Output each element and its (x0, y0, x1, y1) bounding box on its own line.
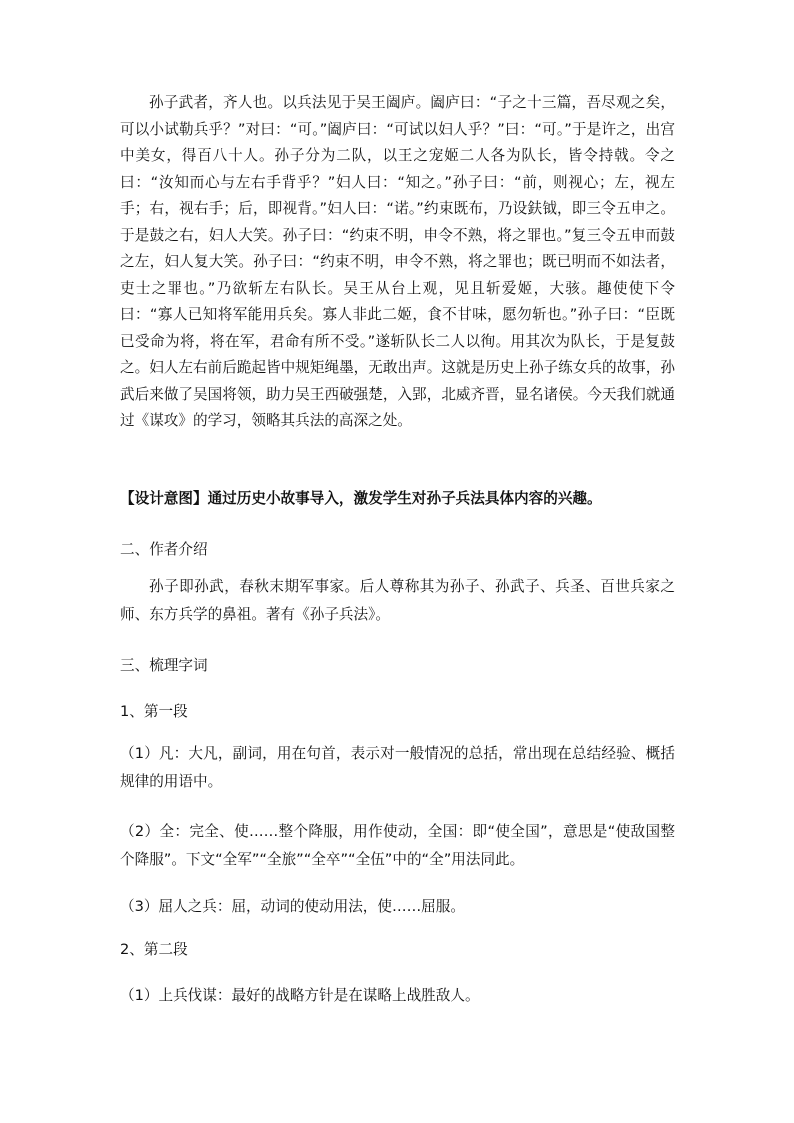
intro-paragraph: 孙子武者，齐人也。以兵法见于吴王阖庐。阖庐曰：“子之十三篇，吾尽观之矣，可以小试勒兵乎？”对曰：“可。”阖庐曰：“可试以妇人乎？”曰：“可。”于是许之，出宫中美女，得百八十人。孙子分为二队，以王之宠姬二人各为队长，皆令持戟。令之曰：“汝知而心与左右手背乎？”妇人曰：“知之。”孙子曰：“前，则视心；左，视左手；右，视右手；后，即视背。”妇人曰：“诺。”约束既布，乃设鈇钺，即三令五申之。于是鼓之右，妇人大笑。孙子曰：“约束不明，申令不熟，将之罪也。”复三令五申而鼓之左，妇人复大笑。孙子曰：“约束不明，申令不熟，将之罪也；既已明而不如法者，吏士之罪也。”乃欲斩左右队长。吴王从台上观，见且斩爱姬，大骇。趣使使下令曰：“寡人已知将军能用兵矣。寡人非此二姬，食不甘味，愿勿斩也。”孙子曰：“臣既已受命为将，将在军，君命有所不受。”遂斩队长二人以徇。用其次为队长，于是复鼓之。妇人左右前后跪起皆中规矩绳墨，无敢出声。这就是历史上孙子练女兵的故事，孙武后来做了吴国将领，助力吴王西破强楚，入郢，北威齐晋，显名诸侯。今天我们就通过《谋攻》的学习，领略其兵法的高深之处。 (120, 94, 675, 429)
design-intent: 【设计意图】通过历史小故事导入，激发学生对孙子兵法具体内容的兴趣。 (120, 490, 602, 507)
author-intro-paragraph: 孙子即孙武，春秋末期军事家。后人尊称其为孙子、孙武子、兵圣、百世兵家之师、东方兵学的鼻祖。著有《孙子兵法》。 (120, 578, 675, 623)
section-heading-vocabulary: 三、梳理字词 (120, 657, 208, 674)
section-heading-author: 二、作者介绍 (120, 541, 208, 558)
vocab-item: （3）屈人之兵：屈，动词的使动用法，使……屈服。 (120, 898, 465, 915)
vocab-item: （1）上兵伐谋：最好的战略方针是在谋略上战胜敌人。 (120, 987, 480, 1004)
subsection-heading-paragraph-2: 2、第二段 (120, 941, 188, 958)
subsection-heading-paragraph-1: 1、第一段 (120, 703, 188, 720)
vocab-item: （1）凡：大凡，副词，用在句首，表示对一般情况的总括，常出现在总结经验、概括规律的用语中。 (120, 745, 675, 790)
vocab-item: （2）全：完全、使……整个降服，用作使动，全国：即“使全国”，意思是“使敌国整个降服”。下文“全军”“全旅”“全卒”“全伍”中的“全”用法同此。 (120, 823, 675, 868)
